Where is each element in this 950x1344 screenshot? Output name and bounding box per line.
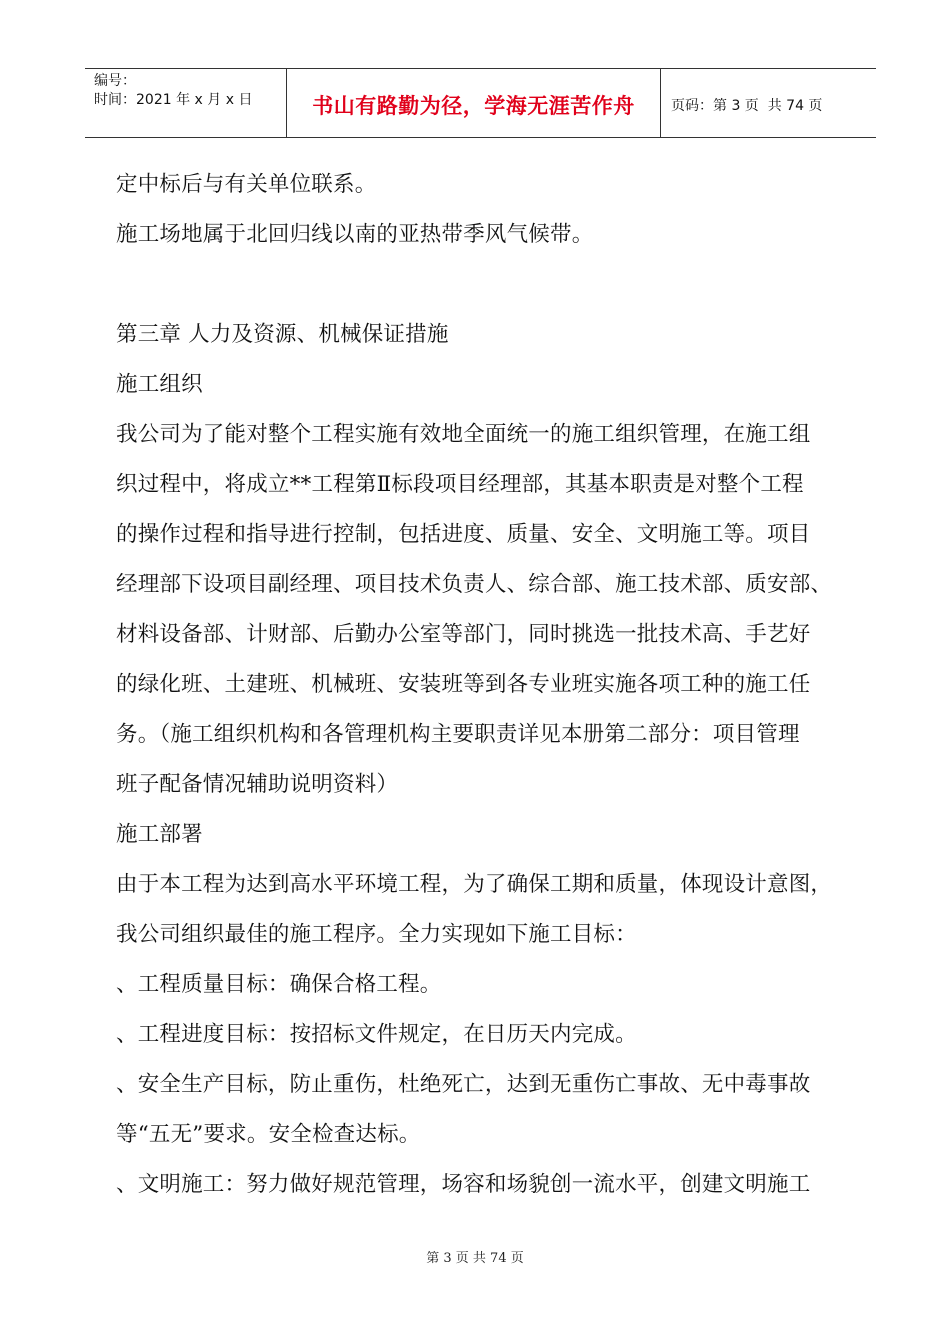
body-line: 务。（施工组织机构和各管理机构主要职责详见本册第二部分：项目管理 xyxy=(116,722,800,747)
section-heading: 施工组织 xyxy=(116,372,203,397)
body-line: 经理部下设项目副经理、项目技术负责人、综合部、施工技术部、质安部、 xyxy=(116,572,833,597)
list-item: 、安全生产目标，防止重伤，杜绝死亡，达到无重伤亡事故、无中毒事故 xyxy=(116,1072,811,1097)
list-item: 、工程进度目标：按招标文件规定，在日历天内完成。 xyxy=(116,1022,637,1047)
document-body xyxy=(116,160,856,1210)
section-heading: 施工部署 xyxy=(116,822,203,847)
list-item: 、工程质量目标：确保合格工程。 xyxy=(116,972,442,997)
body-line: 的绿化班、土建班、机械班、安装班等到各专业班实施各项工种的施工任 xyxy=(116,672,811,697)
header-page-cell xyxy=(661,69,876,137)
body-line: 我公司组织最佳的施工程序。全力实现如下施工目标： xyxy=(116,922,637,947)
page-footer: 第 3 页 共 74 页 xyxy=(426,1251,524,1266)
list-item: 、文明施工：努力做好规范管理，场容和场貌创一流水平，创建文明施工 xyxy=(116,1172,811,1197)
chapter-heading: 第三章 人力及资源、机械保证措施 xyxy=(116,322,449,347)
body-line: 等“五无”要求。安全检查达标。 xyxy=(116,1122,421,1147)
body-line: 的操作过程和指导进行控制，包括进度、质量、安全、文明施工等。项目 xyxy=(116,522,811,547)
body-line: 定中标后与有关单位联系。 xyxy=(116,172,377,197)
body-line: 织过程中，将成立**工程第Ⅱ标段项目经理部，其基本职责是对整个工程 xyxy=(116,472,804,497)
body-line: 由于本工程为达到高水平环境工程，为了确保工期和质量，体现设计意图， xyxy=(116,872,833,897)
motto-text: 书山有路勤为径，学海无涯苦作舟 xyxy=(312,94,635,118)
body-line: 材料设备部、计财部、后勤办公室等部门，同时挑选一批技术高、手艺好 xyxy=(116,622,811,647)
body-line: 班子配备情况辅助说明资料） xyxy=(116,772,399,797)
body-line: 我公司为了能对整个工程实施有效地全面统一的施工组织管理，在施工组 xyxy=(116,422,811,447)
time-label: 时间：2021 年 x 月 x 日 xyxy=(94,92,253,108)
header-motto-cell xyxy=(287,69,661,137)
number-label: 编号： xyxy=(94,73,136,89)
header-info-cell xyxy=(85,69,287,137)
body-line: 施工场地属于北回归线以南的亚热带季风气候带。 xyxy=(116,222,594,247)
blank-line xyxy=(116,260,856,310)
document-header xyxy=(85,68,876,138)
page-label: 页码：第 3 页 共 74 页 xyxy=(671,98,823,114)
